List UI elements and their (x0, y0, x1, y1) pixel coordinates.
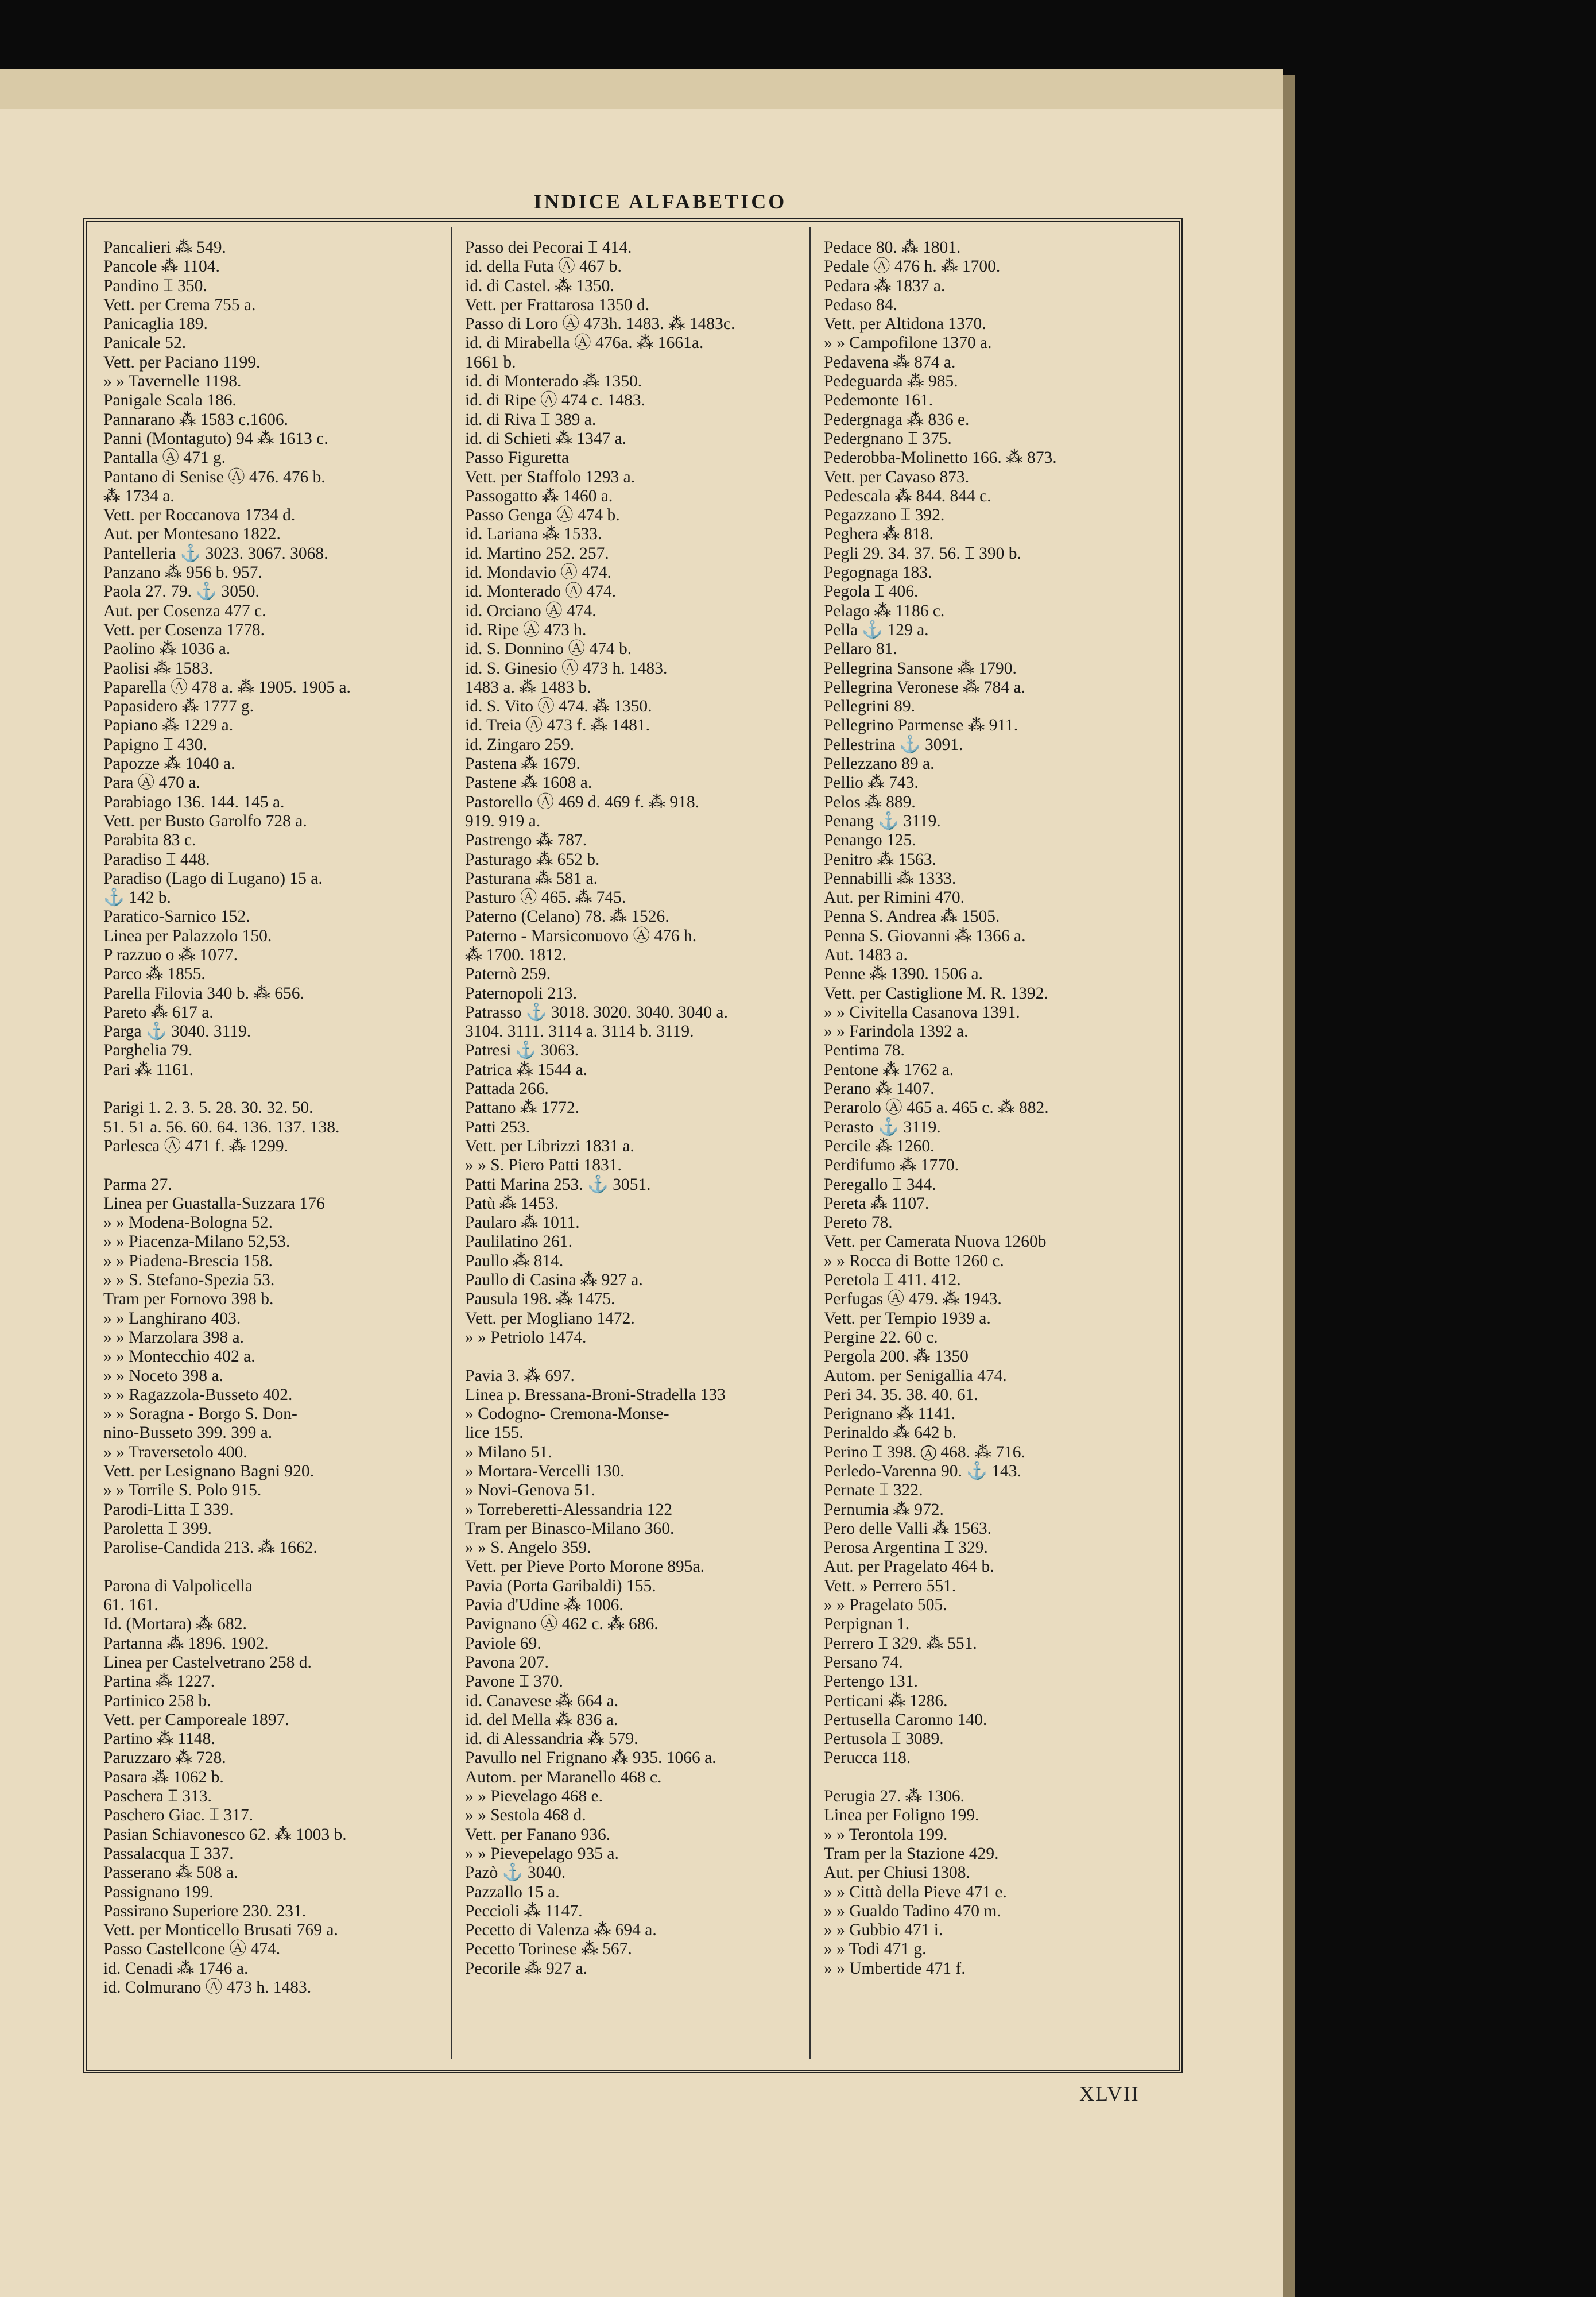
index-entry: Aut. per Chiusi 1308. (824, 1863, 970, 1882)
index-entry: Linea per Foligno 199. (824, 1806, 979, 1825)
index-entry: Pertusella Caronno 140. (824, 1710, 987, 1729)
index-entry: » » Montecchio 402 a. (103, 1347, 255, 1366)
index-entry: Pertengo 131. (824, 1672, 918, 1691)
index-entry: » Torreberetti-Alessandria 122 (465, 1500, 673, 1519)
index-entry: Penango 125. (824, 831, 916, 850)
index-entry: id. Canavese ⁂ 664 a. (465, 1691, 619, 1710)
index-entry: Pellio ⁂ 743. (824, 774, 919, 792)
index-entry: id. Zingaro 259. (465, 735, 575, 754)
page-number: XLVII (1079, 2082, 1140, 2105)
index-entry: Pavullo nel Frignano ⁂ 935. 1066 a. (465, 1749, 716, 1768)
index-entry: Pentima 78. (824, 1041, 905, 1060)
index-entry: Pavia (Porta Garibaldi) 155. (465, 1576, 656, 1595)
index-entry: Vett. per Fanano 936. (465, 1825, 611, 1844)
index-entry: Pero delle Valli ⁂ 1563. (824, 1519, 991, 1538)
index-entry: » » S. Piero Patti 1831. (465, 1156, 622, 1175)
index-entry: Pasian Schiavonesco 62. ⁂ 1003 b. (103, 1825, 347, 1844)
index-entry: Passo Castellcone Ⓐ 474. (103, 1940, 281, 1959)
index-entry: Panzano ⁂ 956 b. 957. (103, 563, 262, 582)
index-entry: Perdifumo ⁂ 1770. (824, 1156, 959, 1175)
index-entry: Persano 74. (824, 1653, 903, 1672)
index-entry: Vett. per Tempio 1939 a. (824, 1309, 991, 1328)
index-entry: Pedavena ⁂ 874 a. (824, 353, 956, 372)
index-entry: Partino ⁂ 1148. (103, 1730, 215, 1749)
index-entry: Perugia 27. ⁂ 1306. (824, 1787, 964, 1806)
index-entry: Perticani ⁂ 1286. (824, 1691, 948, 1710)
index-entry: Pavone ⌶ 370. (465, 1672, 563, 1691)
index-entry: nino-Busseto 399. 399 a. (103, 1424, 273, 1443)
index-entry: Para Ⓐ 470 a. (103, 774, 200, 792)
index-entry: id. S. Vito Ⓐ 474. ⁂ 1350. (465, 697, 652, 716)
index-entry: Paterno - Marsiconuovo Ⓐ 476 h. (465, 926, 697, 945)
index-entry: Paradiso (Lago di Lugano) 15 a. (103, 869, 323, 888)
index-entry: Aut. per Cosenza 477 c. (103, 601, 266, 620)
index-entry: Vett. per Lesignano Bagni 920. (103, 1462, 315, 1480)
index-entry: » Mortara-Vercelli 130. (465, 1462, 625, 1480)
index-entry: Pedale Ⓐ 476 h. ⁂ 1700. (824, 257, 1001, 276)
index-entry: Parco ⁂ 1855. (103, 965, 206, 984)
index-entry: Vett. per Staffolo 1293 a. (465, 467, 636, 486)
index-entry: Pergine 22. 60 c. (824, 1328, 938, 1347)
index-entry: id. Orciano Ⓐ 474. (465, 601, 596, 620)
page-header: INDICE ALFABETICO (533, 190, 787, 213)
index-entry: id. di Alessandria ⁂ 579. (465, 1730, 638, 1749)
index-entry: Passo di Loro Ⓐ 473h. 1483. ⁂ 1483c. (465, 315, 735, 334)
index-entry: Pedergnaga ⁂ 836 e. (824, 410, 970, 429)
index-entry: Pegli 29. 34. 37. 56. ⌶ 390 b. (824, 544, 1021, 563)
index-entry: Pereto 78. (824, 1213, 893, 1232)
index-entry: Papozze ⁂ 1040 a. (103, 755, 235, 774)
index-entry: Perignano ⁂ 1141. (824, 1405, 956, 1424)
index-entry: » » Farindola 1392 a. (824, 1022, 969, 1041)
index-entry: Perosa Argentina ⌶ 329. (824, 1538, 988, 1557)
index-entry: Tram per Fornovo 398 b. (103, 1290, 274, 1309)
index-entry: Penna S. Andrea ⁂ 1505. (824, 907, 1000, 926)
index-entry: Pedescala ⁂ 844. 844 c. (824, 486, 991, 505)
index-entry: Passo Genga Ⓐ 474 b. (465, 506, 620, 525)
index-entry: Panigale Scala 186. (103, 391, 237, 410)
index-entry: Pedace 80. ⁂ 1801. (824, 238, 961, 257)
index-entry: Paternopoli 213. (465, 984, 578, 1003)
index-entry: Pattano ⁂ 1772. (465, 1099, 580, 1117)
index-entry: id. di Schieti ⁂ 1347 a. (465, 429, 627, 448)
index-entry: Passogatto ⁂ 1460 a. (465, 486, 613, 505)
index-entry: Perfugas Ⓐ 479. ⁂ 1943. (824, 1290, 1002, 1309)
index-entry: Pandino ⌶ 350. (103, 276, 207, 295)
index-entry: 1661 b. (465, 353, 516, 372)
index-entry: » » Città della Pieve 471 e. (824, 1882, 1007, 1901)
index-entry: Vett. per Camporeale 1897. (103, 1710, 289, 1729)
index-entry: Paroletta ⌶ 399. (103, 1519, 212, 1538)
index-entry: Pegognaga 183. (824, 563, 932, 582)
index-entry: Pedemonte 161. (824, 391, 933, 410)
index-entry: » » Gualdo Tadino 470 m. (824, 1901, 1001, 1920)
index-entry: Passo Figuretta (465, 448, 570, 467)
index-entry: Parma 27. (103, 1175, 172, 1194)
index-entry: » » Civitella Casanova 1391. (824, 1003, 1020, 1022)
index-entry: » » Pragelato 505. (824, 1596, 947, 1615)
index-entry: Passerano ⁂ 508 a. (103, 1863, 238, 1882)
index-entry: Parghelia 79. (103, 1041, 193, 1060)
index-entry: Vett. per Pieve Porto Morone 895a. (465, 1557, 705, 1576)
index-entry: Vett. per Mogliano 1472. (465, 1309, 635, 1328)
index-entry: Papigno ⌶ 430. (103, 735, 207, 754)
index-entry: » » Todi 471 g. (824, 1940, 927, 1959)
index-entry: id. Martino 252. 257. (465, 544, 609, 563)
index-entry: Autom. per Senigallia 474. (824, 1366, 1007, 1385)
index-entry: Linea per Palazzolo 150. (103, 926, 272, 945)
index-entry: Penna S. Giovanni ⁂ 1366 a. (824, 926, 1026, 945)
index-entry: id. Cenadi ⁂ 1746 a. (103, 1959, 249, 1978)
index-entry: Partinico 258 b. (103, 1691, 211, 1710)
index-entry: Vett. per Frattarosa 1350 d. (465, 295, 650, 314)
index-entry: 1483 a. ⁂ 1483 b. (465, 678, 591, 697)
index-entry: Pasturo Ⓐ 465. ⁂ 745. (465, 888, 626, 907)
index-entry: Vett. per Castiglione M. R. 1392. (824, 984, 1048, 1003)
index-entry: id. di Ripe Ⓐ 474 c. 1483. (465, 391, 645, 410)
index-entry: Parga ⚓ 3040. 3119. (103, 1022, 251, 1041)
index-entry: Perledo-Varenna 90. ⚓ 143. (824, 1462, 1021, 1480)
index-entry: ⚓ 142 b. (103, 888, 171, 907)
index-entry: Pergola 200. ⁂ 1350 (824, 1347, 969, 1366)
index-entry: Paullo ⁂ 814. (465, 1251, 564, 1270)
index-entry: Perasto ⚓ 3119. (824, 1117, 941, 1136)
index-entry: Parella Filovia 340 b. ⁂ 656. (103, 984, 304, 1003)
index-entry: Pertusola ⌶ 3089. (824, 1730, 944, 1749)
index-entry: Pari ⁂ 1161. (103, 1060, 194, 1079)
index-entry: Pantalla Ⓐ 471 g. (103, 448, 226, 467)
index-entry: Papasidero ⁂ 1777 g. (103, 697, 254, 716)
index-entry: Pavia 3. ⁂ 697. (465, 1366, 575, 1385)
index-entry: » » Langhirano 403. (103, 1309, 241, 1328)
index-entry: Passalacqua ⌶ 337. (103, 1844, 234, 1863)
index-entry: Paschero Giac. ⌶ 317. (103, 1806, 254, 1825)
index-entry: Penne ⁂ 1390. 1506 a. (824, 965, 983, 984)
index-entry: Tram per la Stazione 429. (824, 1844, 999, 1863)
index-entry: Pedergnano ⌶ 375. (824, 429, 952, 448)
index-entry: Partanna ⁂ 1896. 1902. (103, 1634, 269, 1653)
index-entry: Aut. per Rimini 470. (824, 888, 965, 907)
index-entry: Paulilatino 261. (465, 1232, 572, 1251)
index-entry: » » Piacenza-Milano 52,53. (103, 1232, 290, 1251)
index-entry: Paternò 259. (465, 965, 551, 984)
index-entry: Parodi-Litta ⌶ 339. (103, 1500, 234, 1519)
index-entry: Pernumia ⁂ 972. (824, 1500, 944, 1519)
index-column-2 (465, 238, 809, 1978)
index-entry: Vett. per Altidona 1370. (824, 315, 986, 334)
index-entry: Paruzzaro ⁂ 728. (103, 1749, 226, 1768)
index-entry: » » Ragazzola-Busseto 402. (103, 1385, 293, 1404)
index-entry: » » Rocca di Botte 1260 c. (824, 1251, 1004, 1270)
index-entry: Pastorello Ⓐ 469 d. 469 f. ⁂ 918. (465, 792, 700, 811)
index-entry: lice 155. (465, 1424, 524, 1443)
index-entry: Vett. per Paciano 1199. (103, 353, 261, 372)
index-entry: Patti Marina 253. ⚓ 3051. (465, 1175, 651, 1194)
index-entry: Parlesca Ⓐ 471 f. ⁂ 1299. (103, 1136, 288, 1155)
index-entry: Vett. per Crema 755 a. (103, 295, 256, 314)
index-entry: id. di Mirabella Ⓐ 476a. ⁂ 1661a. (465, 334, 704, 353)
index-entry: Vett. per Monticello Brusati 769 a. (103, 1921, 338, 1940)
index-entry: Pedeguarda ⁂ 985. (824, 372, 958, 391)
index-entry: Pastrengo ⁂ 787. (465, 831, 587, 850)
index-entry: Penang ⚓ 3119. (824, 811, 941, 830)
index-entry: id. di Monterado ⁂ 1350. (465, 372, 642, 391)
index-entry: Vett. per Camerata Nuova 1260b (824, 1232, 1047, 1251)
index-entry: » » Sestola 468 d. (465, 1806, 586, 1825)
index-entry: » » S. Angelo 359. (465, 1538, 591, 1557)
index-entry: » » Terontola 199. (824, 1825, 948, 1844)
index-entry: Perpignan 1. (824, 1615, 910, 1634)
index-entry: Vett. » Perrero 551. (824, 1576, 956, 1595)
index-entry: id. di Riva ⌶ 389 a. (465, 410, 596, 429)
index-entry: Perano ⁂ 1407. (824, 1080, 935, 1099)
index-entry: Pernate ⌶ 322. (824, 1481, 923, 1500)
index-entry: Aut. per Montesano 1822. (103, 525, 281, 544)
index-entry: Pastena ⁂ 1679. (465, 755, 580, 774)
index-entry: Parabiago 136. 144. 145 a. (103, 792, 285, 811)
index-entry: Pelos ⁂ 889. (824, 792, 916, 811)
index-entry: Pareto ⁂ 617 a. (103, 1003, 214, 1022)
page-fold (1283, 75, 1295, 2297)
index-entry: Pazò ⚓ 3040. (465, 1863, 566, 1882)
index-entry: id. S. Ginesio Ⓐ 473 h. 1483. (465, 659, 668, 678)
index-entry: Pantelleria ⚓ 3023. 3067. 3068. (103, 544, 328, 563)
index-entry: id. Lariana ⁂ 1533. (465, 525, 602, 544)
index-entry: Aut. 1483 a. (824, 945, 908, 964)
index-entry: Pegola ⌶ 406. (824, 582, 919, 601)
index-entry: Pancole ⁂ 1104. (103, 257, 220, 276)
index-entry: Vett. per Cavaso 873. (824, 467, 970, 486)
index-entry: » » Piadena-Brescia 158. (103, 1251, 273, 1270)
index-entry: id. di Castel. ⁂ 1350. (465, 276, 614, 295)
index-entry: Patrasso ⚓ 3018. 3020. 3040. 3040 a. (465, 1003, 728, 1022)
index-entry: Perucca 118. (824, 1749, 911, 1768)
index-entry: Parona di Valpolicella (103, 1576, 253, 1595)
index-entry: » » Traversetolo 400. (103, 1443, 247, 1461)
index-entry: Paratico-Sarnico 152. (103, 907, 250, 926)
index-entry: id. Monterado Ⓐ 474. (465, 582, 617, 601)
index-entry: Paularo ⁂ 1011. (465, 1213, 580, 1232)
index-entry: Peri 34. 35. 38. 40. 61. (824, 1385, 978, 1404)
index-entry: Pellegrini 89. (824, 697, 915, 716)
index-entry: Paschera ⌶ 313. (103, 1787, 212, 1806)
index-entry: Vett. per Roccanova 1734 d. (103, 506, 296, 525)
index-entry: Patù ⁂ 1453. (465, 1194, 559, 1213)
index-entry: Pasturago ⁂ 652 b. (465, 850, 600, 869)
index-entry: Panicaglia 189. (103, 315, 208, 334)
index-entry: Pella ⚓ 129 a. (824, 620, 929, 639)
index-entry: Penitro ⁂ 1563. (824, 850, 936, 869)
index-entry: Partina ⁂ 1227. (103, 1672, 215, 1691)
index-entry: id. della Futa Ⓐ 467 b. (465, 257, 622, 276)
index-entry: Pannarano ⁂ 1583 c.1606. (103, 410, 288, 429)
index-entry (103, 1080, 448, 1099)
index-entry: Pavona 207. (465, 1653, 549, 1672)
index-entry: » » Marzolara 398 a. (103, 1328, 244, 1347)
index-entry: Pentone ⁂ 1762 a. (824, 1060, 954, 1079)
index-entry: » » Umbertide 471 f. (824, 1959, 966, 1978)
column-divider (451, 227, 452, 2059)
index-entry: Paparella Ⓐ 478 a. ⁂ 1905. 1905 a. (103, 678, 351, 697)
index-entry: Pecetto Torinese ⁂ 567. (465, 1940, 632, 1959)
index-entry: Pellegrina Sansone ⁂ 1790. (824, 659, 1017, 678)
index-entry: Peregallo ⌶ 344. (824, 1175, 936, 1194)
index-entry: 919. 919 a. (465, 811, 541, 830)
index-entry: Id. (Mortara) ⁂ 682. (103, 1615, 247, 1634)
index-entry: Vett. per Busto Garolfo 728 a. (103, 811, 307, 830)
index-entry: » » Noceto 398 a. (103, 1366, 223, 1385)
index-entry: ⁂ 1734 a. (103, 486, 175, 505)
index-entry: Patti 253. (465, 1117, 530, 1136)
index-entry: » » Campofilone 1370 a. (824, 334, 992, 353)
index-entry: Autom. per Maranello 468 c. (465, 1768, 662, 1786)
index-entry: Aut. per Pragelato 464 b. (824, 1557, 994, 1576)
index-entry: » Milano 51. (465, 1443, 552, 1461)
index-entry: » » Tavernelle 1198. (103, 372, 242, 391)
index-entry: Pennabilli ⁂ 1333. (824, 869, 956, 888)
index-entry: Linea per Castelvetrano 258 d. (103, 1653, 312, 1672)
index-entry: Linea per Guastalla-Suzzara 176 (103, 1194, 325, 1213)
index-column-3 (824, 238, 1168, 1978)
index-entry: Pecorile ⁂ 927 a. (465, 1959, 587, 1978)
index-entry: Paolisi ⁂ 1583. (103, 659, 213, 678)
index-entry: Pellegrino Parmense ⁂ 911. (824, 716, 1018, 735)
index-entry: Panni (Montaguto) 94 ⁂ 1613 c. (103, 429, 328, 448)
index-entry: Pasturana ⁂ 581 a. (465, 869, 598, 888)
index-entry (824, 1768, 1168, 1787)
index-entry (103, 1557, 448, 1576)
index-entry: Paterno (Celano) 78. ⁂ 1526. (465, 907, 669, 926)
index-entry: id. del Mella ⁂ 836 a. (465, 1710, 618, 1729)
index-entry: id. Ripe Ⓐ 473 h. (465, 620, 587, 639)
index-entry: 3104. 3111. 3114 a. 3114 b. 3119. (465, 1022, 694, 1041)
index-entry: Pazzallo 15 a. (465, 1882, 560, 1901)
index-entry: Pastene ⁂ 1608 a. (465, 774, 592, 792)
index-column-1 (103, 238, 448, 1997)
index-entry (465, 1347, 809, 1366)
index-entry: Pederobba-Molinetto 166. ⁂ 873. (824, 448, 1057, 467)
index-entry: id. Mondavio Ⓐ 474. (465, 563, 611, 582)
index-entry: » » Gubbio 471 i. (824, 1921, 943, 1940)
index-entry: Peretola ⌶ 411. 412. (824, 1271, 961, 1290)
column-divider (809, 227, 811, 2059)
index-entry: » Codogno- Cremona-Monse- (465, 1405, 669, 1424)
index-entry: Pasara ⁂ 1062 b. (103, 1768, 224, 1786)
index-entry: Peghera ⁂ 818. (824, 525, 933, 544)
index-entry: » » S. Stefano-Spezia 53. (103, 1271, 275, 1290)
index-entry: Panicale 52. (103, 334, 187, 353)
index-entry: Paviole 69. (465, 1634, 541, 1653)
index-entry: Paradiso ⌶ 448. (103, 850, 210, 869)
index-entry: Perino ⌶ 398. Ⓐ 468. ⁂ 716. (824, 1443, 1025, 1461)
index-entry: P razzuo o ⁂ 1077. (103, 945, 238, 964)
index-entry: Patresi ⚓ 3063. (465, 1041, 579, 1060)
index-entry: Pereta ⁂ 1107. (824, 1194, 929, 1213)
index-entry: Parigi 1. 2. 3. 5. 28. 30. 32. 50. (103, 1099, 313, 1117)
index-entry: Perrero ⌶ 329. ⁂ 551. (824, 1634, 977, 1653)
index-entry: id. Colmurano Ⓐ 473 h. 1483. (103, 1978, 312, 1997)
index-entry: id. Treia Ⓐ 473 f. ⁂ 1481. (465, 716, 650, 735)
index-entry: Percile ⁂ 1260. (824, 1136, 935, 1155)
index-entry: Parolise-Candida 213. ⁂ 1662. (103, 1538, 317, 1557)
index-entry: Peccioli ⁂ 1147. (465, 1901, 583, 1920)
index-entry: Pecetto di Valenza ⁂ 694 a. (465, 1921, 657, 1940)
index-entry: Papiano ⁂ 1229 a. (103, 716, 234, 735)
index-entry: » » Petriolo 1474. (465, 1328, 587, 1347)
index-entry: Pedaso 84. (824, 295, 897, 314)
index-entry: 51. 51 a. 56. 60. 64. 136. 137. 138. (103, 1117, 340, 1136)
index-entry: Perarolo Ⓐ 465 a. 465 c. ⁂ 882. (824, 1099, 1049, 1117)
index-entry: » » Pievelago 468 e. (465, 1787, 603, 1806)
index-entry: Pavignano Ⓐ 462 c. ⁂ 686. (465, 1615, 658, 1634)
index-entry: Parabita 83 c. (103, 831, 196, 850)
index-entry: Linea p. Bressana-Broni-Stradella 133 (465, 1385, 726, 1404)
index-entry: 61. 161. (103, 1596, 158, 1615)
index-entry: Passignano 199. (103, 1882, 214, 1901)
index-entry: Passo dei Pecorai ⌶ 414. (465, 238, 632, 257)
index-entry: Pellaro 81. (824, 640, 897, 659)
page-top-edge (0, 69, 1283, 115)
index-entry: Pavia d'Udine ⁂ 1006. (465, 1596, 623, 1615)
index-entry (103, 1156, 448, 1175)
index-entry: Vett. per Cosenza 1778. (103, 620, 265, 639)
index-entry: ⁂ 1700. 1812. (465, 945, 567, 964)
index-entry: Pedara ⁂ 1837 a. (824, 276, 946, 295)
index-entry: Pegazzano ⌶ 392. (824, 506, 945, 525)
index-entry: Tram per Binasco-Milano 360. (465, 1519, 675, 1538)
index-entry: Paolino ⁂ 1036 a. (103, 640, 231, 659)
index-entry: Pancalieri ⁂ 549. (103, 238, 226, 257)
index-entry: Paullo di Casina ⁂ 927 a. (465, 1271, 643, 1290)
index-entry: Paola 27. 79. ⚓ 3050. (103, 582, 259, 601)
index-entry: id. S. Donnino Ⓐ 474 b. (465, 640, 632, 659)
index-entry: Pellezzano 89 a. (824, 755, 935, 774)
index-entry: » Novi-Genova 51. (465, 1481, 595, 1500)
index-entry: Pantano di Senise Ⓐ 476. 476 b. (103, 467, 326, 486)
index-entry: Passirano Superiore 230. 231. (103, 1901, 307, 1920)
index-entry: Pattada 266. (465, 1080, 549, 1099)
index-entry: » » Soragna - Borgo S. Don- (103, 1405, 297, 1424)
index-entry: Pausula 198. ⁂ 1475. (465, 1290, 615, 1309)
index-entry: Pelago ⁂ 1186 c. (824, 601, 945, 620)
index-entry: Perinaldo ⁂ 642 b. (824, 1424, 957, 1443)
index-entry: Pellegrina Veronese ⁂ 784 a. (824, 678, 1025, 697)
index-entry: » » Pievepelago 935 a. (465, 1844, 619, 1863)
index-entry: Pellestrina ⚓ 3091. (824, 735, 963, 754)
index-entry: Patrica ⁂ 1544 a. (465, 1060, 587, 1079)
index-entry: » » Torrile S. Polo 915. (103, 1481, 262, 1500)
index-entry: » » Modena-Bologna 52. (103, 1213, 273, 1232)
index-entry: Vett. per Librizzi 1831 a. (465, 1136, 634, 1155)
